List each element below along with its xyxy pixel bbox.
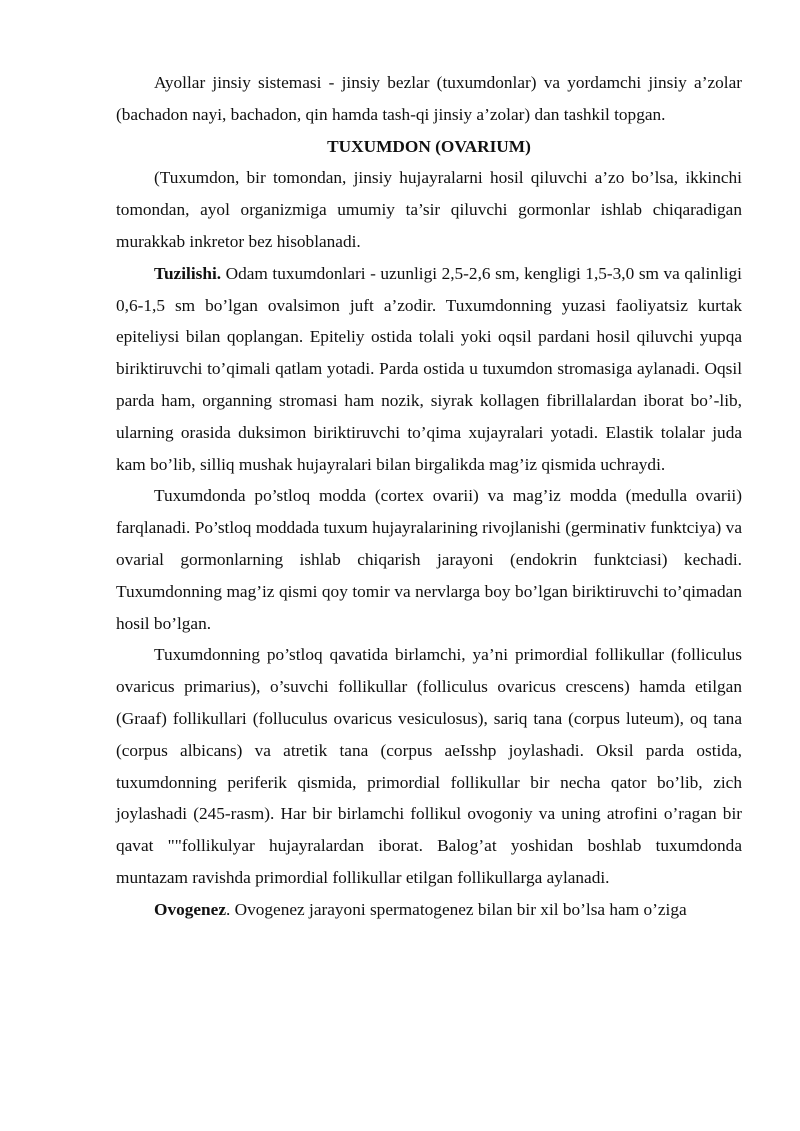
ovogenesis-paragraph [116, 894, 742, 926]
cortex-medulla-paragraph: Tuxumdonda po’stloq modda (cortex ovarii) va mag’iz modda (medulla ovarii) farqlanadi. Po’stloq moddada tuxum hujayralarining rivojlanishi (germinativ funktciya) va ovarial gormonlarning ishlab chiqarish jarayoni (endokrin funktciasi) kechadi. Tuxumdonning mag’iz qismi qoy tomir va nervlarga boy bo’lgan biriktiruvchi to’qimadan hosil bo’lgan. [116, 486, 742, 633]
follicles-paragraph: Tuxumdonning po’stloq qavatida birlamchi, ya’ni primordial follikullar (folliculus ovaricus primarius), o’suvchi follikullar (folliculus ovaricus crescens) hamda etilgan (Graaf) follikullari (folluculus ovaricus vesiculosus), sariq tana (corpus luteum), oq tana (corpus albicans) va atretik tana (corpus aeIsshp joylashadi. Oksil parda ostida, tuxumdonning periferik qismida, primordial follikullar bir necha qator bo’lib, zich joylashadi (245-rasm). Har bir birlamchi follikul ovogoniy va uning atrofini o’ragan bir qavat ""follikulyar hujayralardan iborat. Balog’at yoshidan boshlab tuxumdonda muntazam ravishda primordial follikullar etilgan follikullarga aylanadi. [116, 645, 742, 887]
ovogenesis-text: . Ovogenez jarayoni spermatogenez bilan bir xil bo’lsa ham o’ziga [226, 899, 687, 919]
structure-text: Odam tuxumdonlari - uzunligi 2,5-2,6 sm, kengligi 1,5-3,0 sm va qalinligi 0,6-1,5 sm bo’lgan ovalsimon juft a’zodir. Tuxumdonning yuzasi faoliyatsiz kurtak epiteliysi bilan qoplangan. Epiteliy ostida tolali yoki oqsil pardani hosil qiluvchi yupqa biriktiruvchi to’qimali qatlam yotadi. Parda ostida u tuxumdon stromasiga aylanadi. Oqsil parda ham, organning stromasi ham nozik, siyrak kollagen fibrillalardan iborat bo’-lib, ularning orasida duksimon biriktiruvchi to’qima xujayralari yotadi. Elastik tolalar juda kam bo’lib, silliq mushak hujayralari bilan birgalikda mag’iz qismida uchraydi. [116, 263, 742, 474]
structure-lead: Tuzilishi. [154, 263, 222, 283]
ovogenesis-lead: Ovogenez [154, 899, 226, 919]
document-page [116, 67, 742, 926]
section-heading: TUXUMDON (OVARIUM) [327, 136, 531, 156]
definition-paragraph: (Tuxumdon, bir tomondan, jinsiy hujayralarni hosil qiluvchi a’zo bo’lsa, ikkinchi tomondan, ayol organizmiga umumiy ta’sir qiluvchi gormonlar ishlab chiqaradigan murakkab inkretor bez hisoblanadi. [116, 168, 742, 251]
intro-paragraph: Ayollar jinsiy sistemasi - jinsiy bezlar (tuxumdonlar) va yordamchi jinsiy a’zolar (bachadon nayi, bachadon, qin hamda tash-qi jinsiy a’zolar) dan tashkil topgan. [116, 73, 742, 124]
structure-paragraph [116, 258, 742, 481]
